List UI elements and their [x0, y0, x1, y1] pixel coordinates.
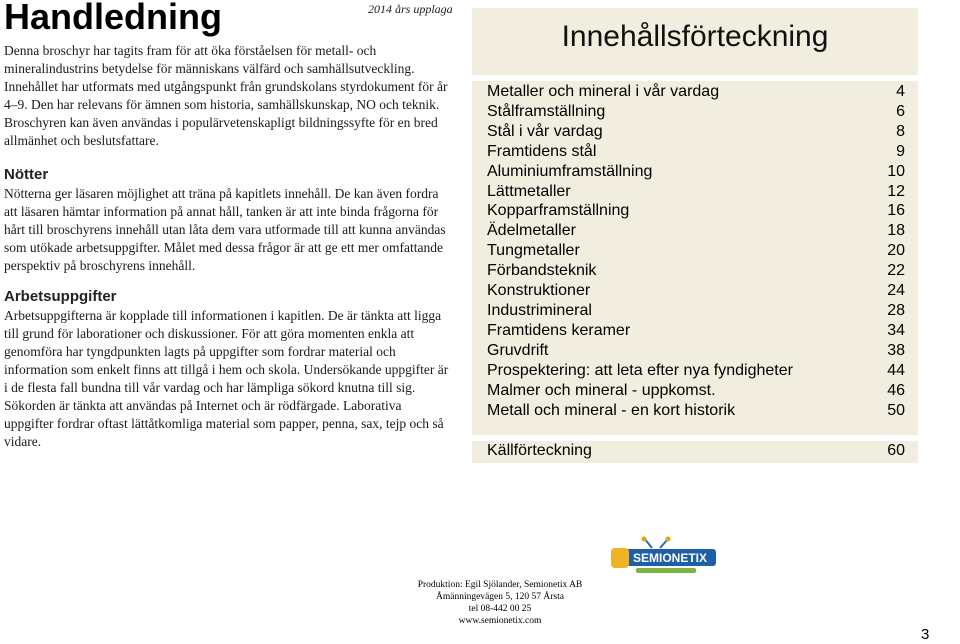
- toc-item-page: 60: [887, 442, 905, 459]
- toc-item-label: Stålframställning: [487, 102, 606, 120]
- toc-item-label: Malmer och mineral - uppkomst.: [487, 381, 716, 399]
- toc-item-page: 18: [887, 222, 905, 240]
- toc-item-label: Gruvdrift: [487, 341, 549, 359]
- toc-item-label: Källförteckning: [487, 442, 592, 459]
- toc-item-label: Stål i vår vardag: [487, 122, 603, 140]
- toc-item-page: 16: [887, 202, 905, 220]
- toc-item-label: Industrimineral: [487, 301, 592, 319]
- credits-line: tel 08-442 00 25: [468, 604, 532, 614]
- toc-item[interactable]: [487, 321, 905, 341]
- section-text-arbetsuppgifter: Arbetsuppgifterna är kopplade till informationen i kapitlen. De är tänkta att ligga till grund för laborationer och diskussioner. För att göra momenten enkla att genomföra har tyngdpunkten lagts på uppgifter som fordrar material och information som enkelt finns att tillgå i hem och skola. Undersökande uppgifter är i de flesta fall bundna till vår vardag och har lämpliga sökord knutna till sig. Sökorden är tänkta att användas på Internet och är rödfärgade. Laborativa uppgifter fordrar oftast lättåtkomliga material som papper, penna, sax, tejp och så vidare.: [4, 308, 449, 449]
- credits-line: www.semionetix.com: [458, 616, 542, 626]
- toc-item-page: 46: [887, 381, 905, 399]
- toc-item-label: Prospektering: att leta efter nya fyndigheter: [487, 361, 793, 379]
- toc-item-label: Ädelmetaller: [487, 222, 576, 240]
- toc-item[interactable]: [487, 381, 905, 401]
- toc-item-page: 12: [887, 182, 905, 200]
- toc-item-page: 4: [896, 83, 905, 100]
- toc-item-label: Framtidens keramer: [487, 321, 631, 339]
- toc-item[interactable]: [487, 341, 905, 361]
- toc-item[interactable]: [487, 82, 905, 102]
- credits-block: [330, 579, 670, 627]
- toc-item-label: Konstruktioner: [487, 282, 591, 300]
- toc-item-page: 34: [887, 321, 905, 339]
- toc-item[interactable]: [487, 301, 905, 321]
- semionetix-logo: [608, 536, 726, 584]
- section-heading-arbetsuppgifter: Arbetsuppgifter: [4, 288, 117, 305]
- toc-item-label: Tungmetaller: [487, 242, 580, 260]
- credits-line: Åmänningevägen 5, 120 57 Årsta: [436, 592, 564, 602]
- toc-item-page: 20: [887, 242, 905, 260]
- toc-item-page: 24: [887, 282, 905, 300]
- table-of-contents: [472, 8, 918, 463]
- toc-item-page: 44: [887, 361, 905, 379]
- toc-item[interactable]: [487, 122, 905, 142]
- toc-item-label: Aluminiumframställning: [487, 162, 653, 180]
- section-notter: [4, 166, 450, 275]
- toc-item[interactable]: [487, 261, 905, 281]
- toc-item[interactable]: [487, 361, 905, 381]
- toc-item-page: 38: [887, 341, 905, 359]
- toc-item[interactable]: [487, 241, 905, 261]
- toc-divider: [472, 75, 918, 81]
- toc-item-page: 22: [887, 262, 905, 280]
- toc-item[interactable]: [487, 401, 905, 421]
- toc-item-page: 8: [896, 122, 905, 140]
- toc-item-sources[interactable]: [487, 441, 905, 461]
- toc-list: [487, 82, 905, 420]
- toc-item-page: 50: [887, 401, 905, 419]
- toc-item[interactable]: [487, 281, 905, 301]
- section-heading-notter: Nötter: [4, 166, 49, 183]
- toc-item-label: Kopparframställning: [487, 202, 630, 220]
- edition-label: 2014 års upplaga: [368, 2, 453, 16]
- toc-item[interactable]: [487, 221, 905, 241]
- toc-item[interactable]: [487, 182, 905, 202]
- toc-item-label: Metaller och mineral i vår vardag: [487, 83, 720, 100]
- toc-item-label: Framtidens stål: [487, 142, 597, 160]
- section-text-notter: Nötterna ger läsaren möjlighet att träna på kapitlets innehåll. De kan även fordra att läsaren hämtar information på annat håll, tanken är att inte binda frågorna för hårt till broschyrens innehåll utan låta dem vara utformade till att kunna användas som utökade arbetsuppgifter. Målet med dessa frågor är att ge ett mer omfattande perspektiv på broschyrens innehåll.: [4, 186, 446, 273]
- toc-item-label: Lättmetaller: [487, 182, 571, 200]
- toc-item[interactable]: [487, 162, 905, 182]
- section-arbetsuppgifter: [4, 288, 450, 451]
- toc-item-page: 28: [887, 301, 905, 319]
- toc-item[interactable]: [487, 201, 905, 221]
- intro-paragraph: Denna broschyr har tagits fram för att öka förståelsen för metall- och mineralindustrins betydelse för människans välfärd och samhällsutveckling. Innehållet har utformats med utgångspunkt från grundskolans styrdokument för år 4–9. Den har relevans för ämnen som historia, samhällskunskap, NO och teknik. Broschyren kan även användas i populärvetenskapligt bildningssyfte för en bred allmänhet och beslutsfattare.: [4, 43, 448, 148]
- toc-item-label: Förbandsteknik: [487, 262, 597, 280]
- page-number: 3: [921, 626, 930, 643]
- toc-item[interactable]: [487, 142, 905, 162]
- toc-item-page: 6: [896, 102, 905, 120]
- toc-item-page: 9: [896, 142, 905, 160]
- credits-line: Produktion: Egil Sjölander, Semionetix AB: [417, 580, 583, 590]
- toc-item[interactable]: [487, 102, 905, 122]
- toc-item-label: Metall och mineral - en kort historik: [487, 401, 736, 419]
- toc-item-page: 10: [887, 162, 905, 180]
- svg-text:SEMIONETIX: SEMIONETIX: [632, 551, 708, 565]
- toc-title: Innehållsförteckning: [561, 20, 829, 53]
- page-title: Handledning: [4, 0, 222, 37]
